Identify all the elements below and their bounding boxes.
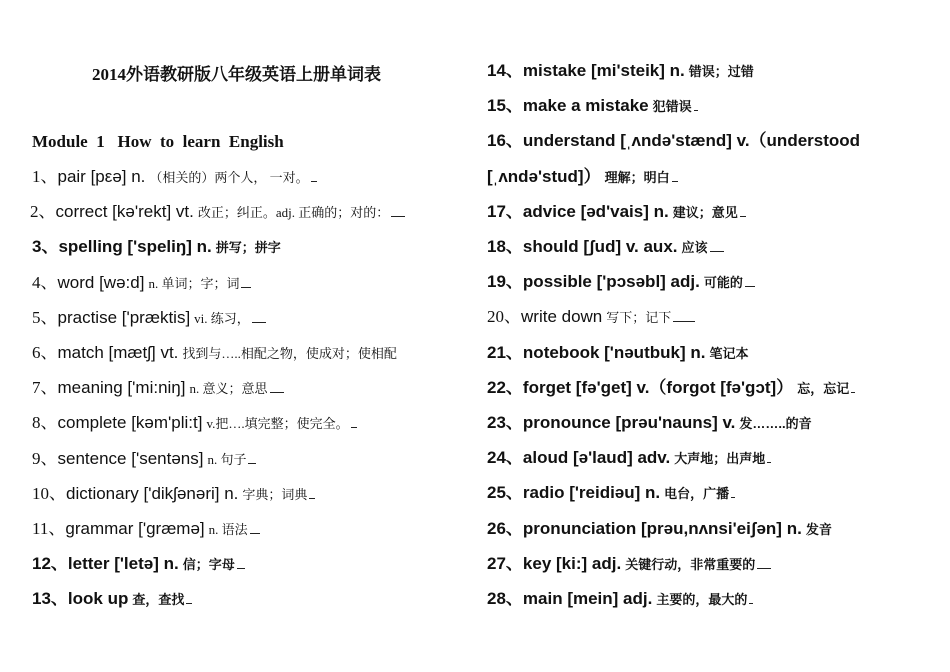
- vocab-entry: [30, 201, 405, 224]
- entry-number: 14、: [487, 61, 523, 80]
- entry-number: 9、: [32, 448, 58, 468]
- vocab-entry: [487, 412, 812, 435]
- entry-number: 23、: [487, 413, 523, 432]
- entry-number: 17、: [487, 201, 523, 221]
- entry-number: 25、: [487, 483, 523, 503]
- entry-number: 2、: [30, 202, 56, 222]
- vocab-entry: [487, 60, 754, 83]
- fill-blank-line: [270, 380, 284, 393]
- fill-blank-line: [757, 556, 771, 569]
- entry-word: complete [kəm'pli:t]: [57, 413, 203, 433]
- fill-blank-line: [248, 451, 256, 464]
- entry-word: look up: [67, 589, 129, 609]
- fill-blank-line: [740, 204, 746, 217]
- vocab-entry: [487, 306, 695, 329]
- entry-number: 24、: [487, 448, 523, 468]
- entry-definition: 犯错误: [652, 99, 692, 115]
- fill-blank-line: [237, 556, 245, 569]
- vocab-entry: [487, 95, 698, 118]
- fill-blank-line: [391, 204, 405, 217]
- entry-word: practise ['præktis]: [57, 307, 191, 327]
- vocab-entry: [32, 412, 357, 435]
- entry-definition: 关键行动，非常重要的: [625, 556, 756, 572]
- entry-number: 27、: [487, 553, 523, 573]
- entry-word: understand [ˌʌndə'stænd] v.（understood: [522, 131, 861, 151]
- vocab-entry: [487, 271, 755, 294]
- vocab-entry: [487, 553, 771, 576]
- entry-word: correct [kə'rekt] vt.: [55, 202, 194, 222]
- vocab-entry: [32, 483, 315, 506]
- fill-blank-line: [749, 591, 753, 604]
- entry-definition: 可能的: [703, 275, 743, 291]
- entry-definition: 主要的，最大的: [656, 592, 748, 607]
- entry-number: 11、: [32, 519, 66, 538]
- entry-word: letter ['letə] n.: [67, 554, 179, 574]
- vocab-entry: [487, 518, 832, 541]
- entry-definition: vi. 练习，: [194, 310, 250, 326]
- entry-definition: 大声地；出声地: [674, 451, 766, 467]
- entry-word: write down: [521, 307, 603, 327]
- vocab-entry: [32, 342, 397, 365]
- entry-word: pair [pεə] n.: [57, 167, 146, 186]
- entry-definition: 电台，广播: [664, 486, 730, 502]
- entry-word: sentence ['sentəns]: [57, 448, 204, 468]
- entry-definition: （相关的）两个人， 一对。: [149, 170, 309, 185]
- vocab-entry: [32, 553, 245, 576]
- entry-definition: 拼写；拼字: [215, 240, 281, 256]
- fill-blank-line: [694, 98, 698, 111]
- entry-word: pronounce [prəu'nauns] v.: [522, 413, 736, 432]
- entry-definition: 忘，忘记: [797, 380, 850, 396]
- entry-number: 6、: [32, 343, 58, 362]
- module-heading: Module 1 How to learn English: [32, 132, 284, 151]
- entry-definition: n. 意义；意思: [189, 381, 268, 397]
- entry-number: 21、: [487, 342, 523, 362]
- entry-word: main [mein] adj.: [522, 589, 653, 608]
- entry-word: word [wə:d]: [57, 272, 145, 292]
- entry-number: 20、: [487, 307, 521, 327]
- entry-number: 1、: [32, 167, 58, 186]
- vocab-entry: [487, 447, 771, 470]
- entry-definition: n. 句子: [207, 451, 247, 467]
- entry-definition: n. 语法: [208, 522, 248, 537]
- entry-word: grammar ['græmə]: [65, 519, 205, 538]
- entry-number: 8、: [32, 413, 58, 433]
- entry-number: 19、: [487, 272, 523, 292]
- vocab-entry: [487, 201, 746, 224]
- fill-blank-line: [672, 169, 678, 182]
- vocab-entry: [487, 482, 735, 505]
- entry-number: 16、: [487, 131, 523, 151]
- entry-word: match [mætʃ] vt.: [57, 343, 179, 362]
- entry-definition: n. 单词；字；词: [148, 275, 240, 291]
- entry-number: 7、: [32, 378, 58, 398]
- entry-definition: 错误；过错: [688, 64, 754, 79]
- vocab-entry: [487, 588, 753, 611]
- entry-number: 26、: [487, 518, 523, 538]
- entry-definition: 笔记本: [709, 345, 749, 361]
- entry-word: possible ['pɔsəbl] adj.: [522, 272, 700, 292]
- vocab-entry: [32, 307, 266, 330]
- vocab-entry: [32, 518, 260, 541]
- entry-definition: 理解；明白: [604, 169, 670, 185]
- entry-number: 3、: [32, 237, 59, 257]
- entry-word: key [ki:] adj.: [522, 553, 622, 573]
- entry-word: forget [fə'get] v.（forgot [fə'gɔt]）: [522, 377, 794, 397]
- entry-word: should [ʃud] v. aux.: [522, 237, 678, 256]
- vocab-entry: [487, 166, 678, 189]
- entry-word: spelling ['speliŋ] n.: [58, 237, 212, 257]
- entry-definition: 信；字母: [182, 557, 235, 573]
- entry-word: aloud [ə'laud] adv.: [522, 448, 671, 468]
- entry-definition: 改正；纠正。adj. 正确的；对的：: [197, 205, 390, 221]
- entry-definition: 字典；词典: [242, 486, 308, 502]
- fill-blank-line: [851, 380, 855, 393]
- entry-definition: 找到与…..相配之物，使成对；使相配: [182, 346, 397, 361]
- fill-blank-line: [241, 275, 251, 288]
- entry-definition: 应该: [681, 240, 708, 255]
- entry-number: 28、: [487, 589, 523, 608]
- vocab-entry: [32, 272, 251, 295]
- entry-number: 22、: [487, 377, 523, 397]
- entry-number: 15、: [487, 96, 523, 116]
- entry-number: 12、: [32, 554, 68, 574]
- fill-blank-line: [250, 521, 260, 534]
- entry-word: dictionary ['dikʃənəri] n.: [66, 483, 239, 503]
- fill-blank-line: [673, 309, 695, 322]
- entry-number: 5、: [32, 307, 58, 327]
- page-title: 2014外语教研版八年级英语上册单词表: [92, 65, 381, 84]
- fill-blank-line: [351, 415, 357, 428]
- entry-word: advice [əd'vais] n.: [522, 201, 669, 221]
- entry-definition: 发音: [805, 521, 832, 537]
- entry-word: mistake [mi'steik] n.: [522, 61, 685, 80]
- entry-definition: 写下；记下: [606, 310, 672, 326]
- vocab-entry: [32, 588, 192, 611]
- fill-blank-line: [767, 450, 771, 463]
- entry-word: pronunciation [prəu,nʌnsi'eiʃən] n.: [522, 518, 802, 538]
- fill-blank-line: [731, 485, 735, 498]
- fill-blank-line: [309, 486, 315, 499]
- vocab-entry: [32, 377, 284, 400]
- entry-definition: 发……..的音: [739, 416, 812, 431]
- fill-blank-line: [745, 274, 755, 287]
- vocab-entry: [32, 236, 281, 259]
- vocab-entry: [487, 236, 724, 259]
- fill-blank-line: [186, 591, 192, 604]
- fill-blank-line: [252, 310, 266, 323]
- fill-blank-line: [311, 169, 317, 182]
- entry-definition: 建议；意见: [672, 204, 738, 220]
- entry-word: radio ['reidiəu] n.: [522, 483, 661, 503]
- entry-number: 18、: [487, 237, 523, 256]
- entry-word: notebook ['nəutbuk] n.: [522, 342, 706, 362]
- entry-number: 4、: [32, 272, 58, 292]
- vocab-entry: [487, 377, 855, 400]
- vocab-entry: [32, 166, 317, 189]
- vocab-entry: [487, 130, 860, 152]
- entry-number: 10、: [32, 483, 66, 503]
- entry-word: make a mistake: [522, 96, 649, 116]
- entry-word: [ˌʌndə'stud]）: [487, 166, 601, 186]
- vocab-entry: [487, 342, 748, 365]
- vocab-entry: [32, 448, 256, 471]
- entry-word: meaning ['mi:niŋ]: [57, 378, 186, 398]
- entry-number: 13、: [32, 589, 68, 609]
- fill-blank-line: [710, 239, 724, 252]
- entry-definition: v.把….填完整；使完全。: [206, 416, 349, 432]
- entry-definition: 查，查找: [132, 592, 185, 608]
